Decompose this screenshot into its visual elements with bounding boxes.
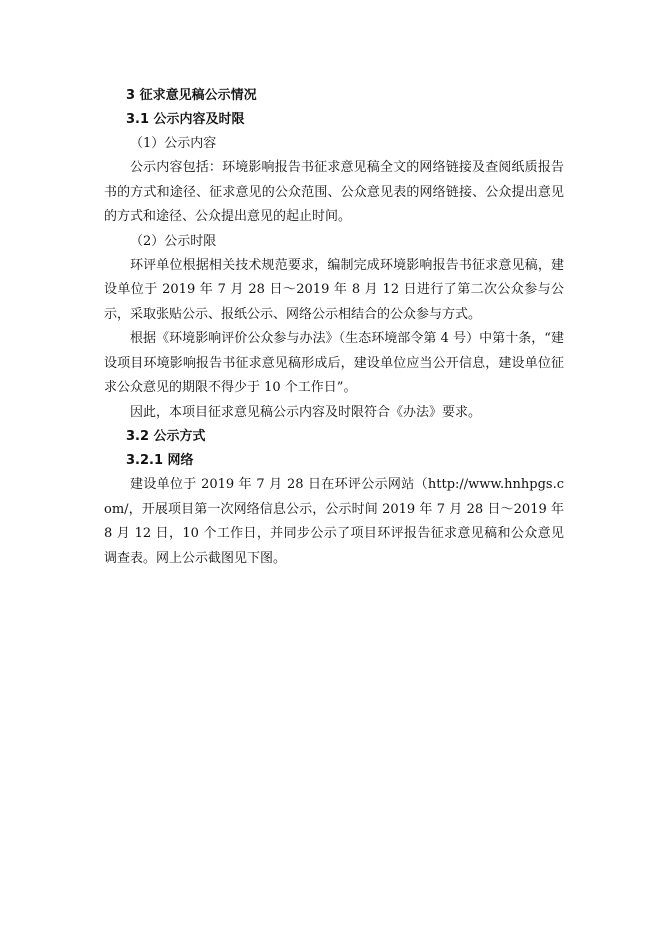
paragraph-regulation-reference: 根据《环境影响评价公众参与办法》（生态环境部令第 4 号）中第十条，“建设项目环境影响报告书征求意见稿形成后，建设单位应当公开信息，建设单位征求公众意见的期限不得少于 10 个工作日”。 <box>104 331 564 395</box>
document-body <box>104 84 564 571</box>
paragraph-network-publicity: 建设单位于 2019 年 7 月 28 日在环评公示网站（http://www.hnhpgs.com/，开展项目第一次网络信息公示，公示时间 2019 年 7 月 28 日～2019 年 8 月 12 日，10 个工作日，并同步公示了项目环评报告征求意见稿和公众意见调查表。网上公示截图见下图。 <box>104 477 564 566</box>
subsection-publicity-period: （2）公示时限 <box>130 233 217 249</box>
paragraph-conclusion: 因此，本项目征求意见稿公示内容及时限符合《办法》要求。 <box>130 404 482 420</box>
section-3-2-heading: 3.2 公示方式 <box>126 429 206 444</box>
section-3-1-heading: 3.1 公示内容及时限 <box>126 112 245 127</box>
paragraph-publicity-period: 环评单位根据相关技术规范要求，编制完成环境影响报告书征求意见稿，建设单位于 2019 年 7 月 28 日～2019 年 8 月 12 日进行了第二次公众参与公示，采取张贴公示、报纸公示、网络公示相结合的公众参与方式。 <box>104 257 564 322</box>
section-3-2-1-heading: 3.2.1 网络 <box>126 453 194 468</box>
section-3-heading: 3 征求意见稿公示情况 <box>126 88 257 103</box>
subsection-publicity-content: （1）公示内容 <box>130 136 217 151</box>
paragraph-publicity-content: 公示内容包括：环境影响报告书征求意见稿全文的网络链接及查阅纸质报告书的方式和途径、征求意见的公众范围、公众意见表的网络链接、公众提出意见的方式和途径、公众提出意见的起止时间。 <box>104 160 564 224</box>
